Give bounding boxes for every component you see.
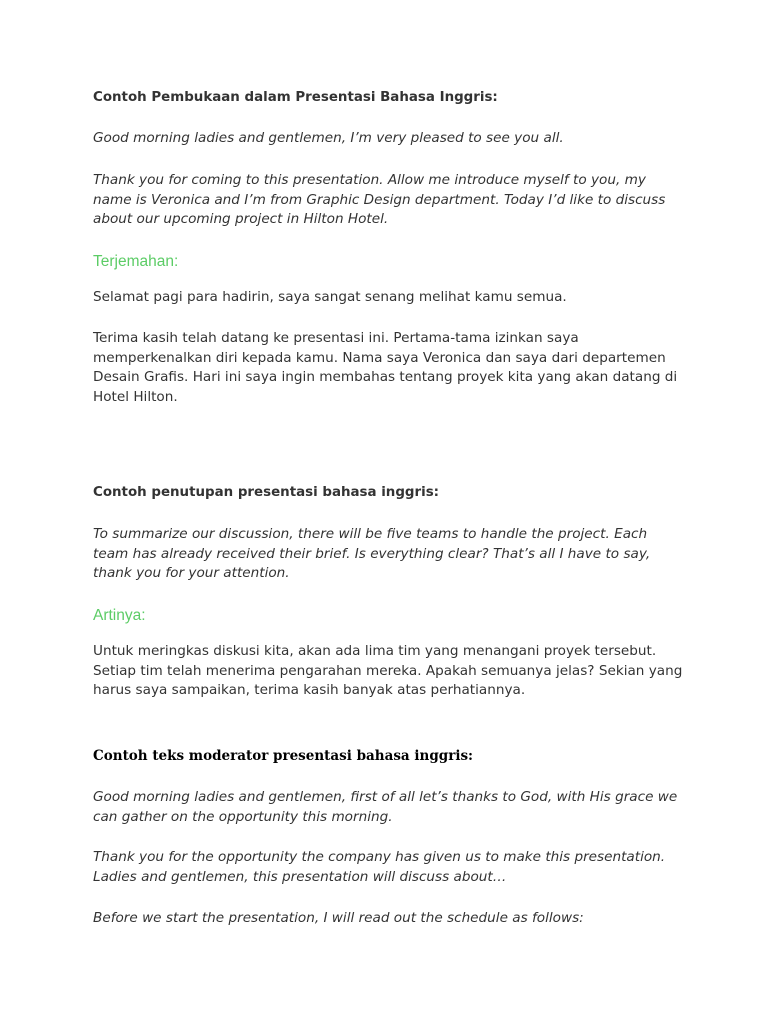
meaning-paragraph-1: Untuk meringkas diskusi kita, akan ada lima tim yang menangani proyek tersebut. Setiap tim telah menerima pengarahan mereka. Apakah semuanya jelas? Sekian yang harus saya sampaikan, terima kasih banyak atas perhatiannya.: [93, 643, 683, 698]
meaning-heading: Artinya:: [93, 607, 146, 624]
opening-paragraph-2: Thank you for coming to this presentation. Allow me introduce myself to you, my name is Veronica and I’m from Graphic Design department. Today I’d like to discuss about our upcoming project in Hilton Hotel.: [93, 172, 666, 227]
translation-heading: Terjemahan:: [93, 253, 179, 270]
moderator-heading: Contoh teks moderator presentasi bahasa inggris:: [93, 748, 474, 764]
closing-paragraph-1: To summarize our discussion, there will be five teams to handle the project. Each team has already received their brief. Is everything clear? That’s all I have to say, thank you for your attention.: [93, 526, 651, 581]
opening-paragraph-1: Good morning ladies and gentlemen, I’m very pleased to see you all.: [93, 130, 564, 146]
opening-heading: Contoh Pembukaan dalam Presentasi Bahasa Inggris:: [93, 90, 498, 105]
moderator-paragraph-2: Thank you for the opportunity the company has given us to make this presentation. Ladies and gentlemen, this presentation will discuss about…: [93, 849, 666, 885]
closing-heading: Contoh penutupan presentasi bahasa inggris:: [93, 485, 440, 500]
moderator-paragraph-3: Before we start the presentation, I will read out the schedule as follows:: [93, 910, 584, 926]
translation-paragraph-1: Selamat pagi para hadirin, saya sangat senang melihat kamu semua.: [93, 289, 567, 305]
translation-paragraph-2: Terima kasih telah datang ke presentasi ini. Pertama-tama izinkan saya memperkenalkan diri kepada kamu. Nama saya Veronica dan saya dari departemen Desain Grafis. Hari ini saya ingin membahas tentang proyek kita yang akan datang di Hotel Hilton.: [93, 330, 678, 405]
moderator-paragraph-1: Good morning ladies and gentlemen, first of all let’s thanks to God, with His grace we can gather on the opportunity this morning.: [93, 789, 678, 825]
